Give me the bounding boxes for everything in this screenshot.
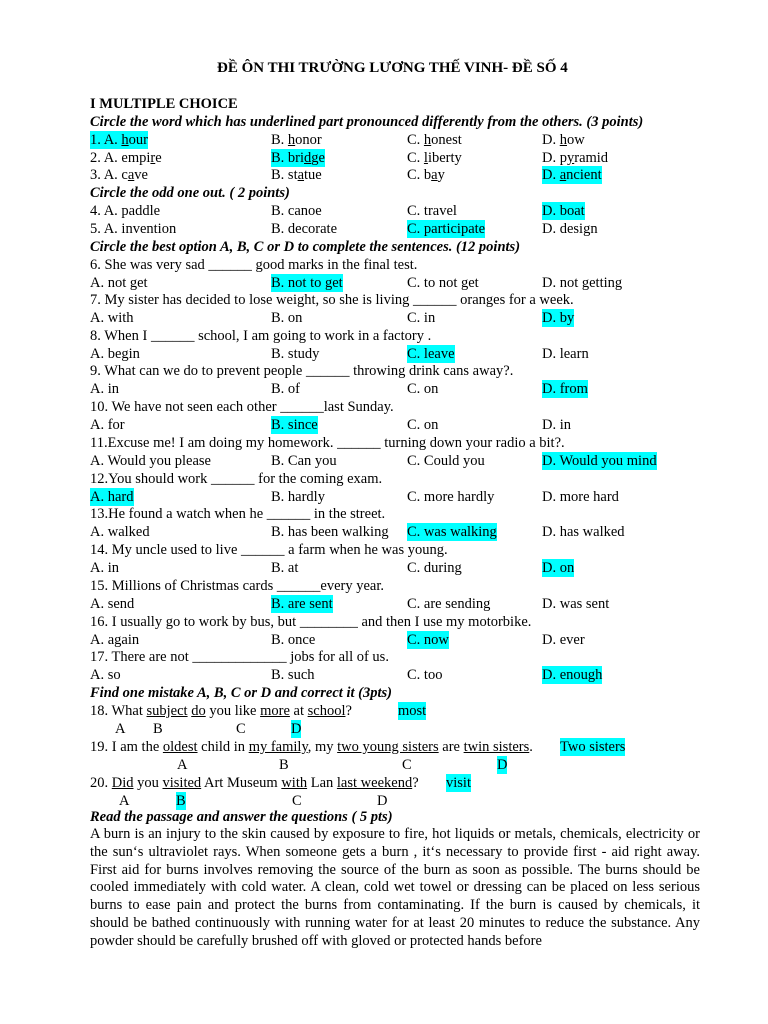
answer-correction: Two sisters <box>560 739 626 755</box>
option-a: A. again <box>90 632 140 648</box>
question-row <box>0 309 768 327</box>
question-row <box>0 488 768 506</box>
question-row <box>0 631 768 649</box>
section-heading: I MULTIPLE CHOICE <box>90 96 238 112</box>
option-c: C. Could you <box>407 453 485 469</box>
question-stem: 12.You should work ______ for the coming exam. <box>90 471 383 487</box>
question-row <box>0 220 768 238</box>
option-d: D. design <box>542 221 598 237</box>
option-a: A. so <box>90 667 121 683</box>
answer-correction: most <box>398 703 427 719</box>
question-row <box>0 380 768 398</box>
option-b: B. statue <box>271 167 322 183</box>
question-stem: 16. I usually go to work by bus, but ________ and then I use my motorbike. <box>90 614 532 630</box>
option-b: B. since <box>271 417 318 433</box>
letter-d: D <box>497 757 508 773</box>
option-b: B. decorate <box>271 221 338 237</box>
option-d: D. pyramid <box>542 150 609 166</box>
question-stem: 6. She was very sad ______ good marks in the final test. <box>90 257 418 273</box>
option-b: B. once <box>271 632 316 648</box>
question-stem: 7. My sister has decided to lose weight, so she is living ______ oranges for a week. <box>90 292 574 308</box>
option-d: D. enough <box>542 667 603 683</box>
option-b: B. at <box>271 560 299 576</box>
option-c: C. was walking <box>407 524 497 540</box>
question-stem: 19. I am the oldest child in my family, my two young sisters are twin sisters. Two sisters <box>90 739 626 755</box>
option-a: A. in <box>90 560 119 576</box>
option-c: C. too <box>407 667 443 683</box>
question-stem: 14. My uncle used to live ______ a farm when he was young. <box>90 542 448 558</box>
option-a: 1. A. hour <box>90 132 149 148</box>
option-d: D. in <box>542 417 571 433</box>
letter-c: C <box>292 793 302 809</box>
option-a: 2. A. empire <box>90 150 162 166</box>
letter-d: D <box>291 721 302 737</box>
letter-b: B <box>279 757 289 773</box>
question-stem: 11.Excuse me! I am doing my homework. ______ turning down your radio a bit?. <box>90 435 565 451</box>
question-row <box>0 523 768 541</box>
instruction: Find one mistake A, B, C or D and correct it (3pts) <box>90 685 392 701</box>
option-b: B. on <box>271 310 303 326</box>
option-a: 3. A. cave <box>90 167 148 183</box>
option-b: B. not to get <box>271 275 343 291</box>
instruction: Read the passage and answer the questions ( 5 pts) <box>90 809 393 825</box>
option-c: C. more hardly <box>407 489 495 505</box>
option-a: A. not get <box>90 275 148 291</box>
instruction: Circle the word which has underlined part pronounced differently from the others. (3 points) <box>90 114 644 130</box>
option-a: A. begin <box>90 346 140 362</box>
option-d: D. from <box>542 381 588 397</box>
option-d: D. more hard <box>542 489 619 505</box>
letter-b: B <box>176 793 186 809</box>
option-d: D. learn <box>542 346 589 362</box>
question-row <box>0 452 768 470</box>
option-c: C. leave <box>407 346 455 362</box>
option-b: B. bridge <box>271 150 325 166</box>
option-c: C. are sending <box>407 596 491 612</box>
option-d: D. Would you mind <box>542 453 657 469</box>
answer-correction: visit <box>446 775 471 791</box>
option-a: A. Would you please <box>90 453 211 469</box>
option-b: B. of <box>271 381 300 397</box>
letter-a: A <box>119 793 130 809</box>
letter-d: D <box>377 793 388 809</box>
document-title: ĐỀ ÔN THI TRƯỜNG LƯƠNG THẾ VINH- ĐỀ SỐ 4 <box>217 60 568 76</box>
option-d: D. by <box>542 310 575 326</box>
question-row <box>0 166 768 184</box>
question-row <box>0 416 768 434</box>
option-a: A. hard <box>90 489 134 505</box>
option-b: B. Can you <box>271 453 337 469</box>
question-row <box>0 595 768 613</box>
letter-a: A <box>177 757 188 773</box>
option-b: B. are sent <box>271 596 333 612</box>
option-d: D. has walked <box>542 524 625 540</box>
question-row <box>0 345 768 363</box>
option-b: B. has been walking <box>271 524 389 540</box>
letter-a: A <box>115 721 126 737</box>
option-b: B. honor <box>271 132 322 148</box>
letter-c: C <box>236 721 246 737</box>
question-stem: 8. When I ______ school, I am going to work in a factory . <box>90 328 432 344</box>
question-row <box>0 666 768 684</box>
letter-b: B <box>153 721 163 737</box>
option-c: C. honest <box>407 132 462 148</box>
letter-c: C <box>402 757 412 773</box>
option-a: 4. A. paddle <box>90 203 161 219</box>
instruction: Circle the best option A, B, C or D to complete the sentences. (12 points) <box>90 239 521 255</box>
question-row <box>0 274 768 292</box>
question-stem: 10. We have not seen each other ______last Sunday. <box>90 399 394 415</box>
option-a: A. for <box>90 417 125 433</box>
option-c: C. on <box>407 417 439 433</box>
option-c: C. travel <box>407 203 457 219</box>
question-stem: 15. Millions of Christmas cards ______every year. <box>90 578 384 594</box>
question-stem: 18. What subject do you like more at school? most <box>90 703 427 719</box>
question-row <box>0 149 768 167</box>
option-c: C. in <box>407 310 436 326</box>
reading-passage: A burn is an injury to the skin caused by exposure to fire, hot liquids or metals, chemicals, electricity or the sun‘s ultraviolet rays. When someone gets a burn , it‘s necessary to provide first - aid right away. First aid for burns involves removing the source of the burn as soon as possible. The burns should be cooled immediately with cold water. A clean, cold wet towel or dressing can be placed on less serious burns to ease pain and protect the burns from contaminating. If the burn is caused by chemicals, it should be bathed continuously with running water for at least 20 minutes to reduce the substance. Any powder should be carefully brushed off with gloved or protected hands before <box>90 826 700 949</box>
option-a: A. walked <box>90 524 150 540</box>
option-a: A. in <box>90 381 119 397</box>
question-stem: 9. What can we do to prevent people ______ throwing drink cans away?. <box>90 363 514 379</box>
option-c: C. now <box>407 632 449 648</box>
answer-letters <box>0 720 768 738</box>
option-a: A. send <box>90 596 135 612</box>
question-stem: 20. Did you visited Art Museum with Lan last weekend? visit <box>90 775 471 791</box>
option-b: B. hardly <box>271 489 325 505</box>
option-d: D. on <box>542 560 575 576</box>
option-c: C. bay <box>407 167 445 183</box>
option-c: C. participate <box>407 221 486 237</box>
option-b: B. study <box>271 346 320 362</box>
instruction: Circle the odd one out. ( 2 points) <box>90 185 290 201</box>
option-b: B. such <box>271 667 315 683</box>
option-d: D. how <box>542 132 585 148</box>
question-stem: 17. There are not _____________ jobs for all of us. <box>90 649 389 665</box>
option-d: D. ancient <box>542 167 602 183</box>
question-row <box>0 131 768 149</box>
option-c: C. on <box>407 381 439 397</box>
question-stem: 13.He found a watch when he ______ in the street. <box>90 506 386 522</box>
option-c: C. during <box>407 560 462 576</box>
option-d: D. boat <box>542 203 585 219</box>
option-a: 5. A. invention <box>90 221 177 237</box>
answer-letters <box>0 756 768 774</box>
option-d: D. was sent <box>542 596 610 612</box>
question-row <box>0 559 768 577</box>
option-d: D. ever <box>542 632 585 648</box>
option-b: B. canoe <box>271 203 322 219</box>
option-d: D. not getting <box>542 275 623 291</box>
option-a: A. with <box>90 310 134 326</box>
option-c: C. to not get <box>407 275 479 291</box>
question-row <box>0 202 768 220</box>
option-c: C. liberty <box>407 150 462 166</box>
